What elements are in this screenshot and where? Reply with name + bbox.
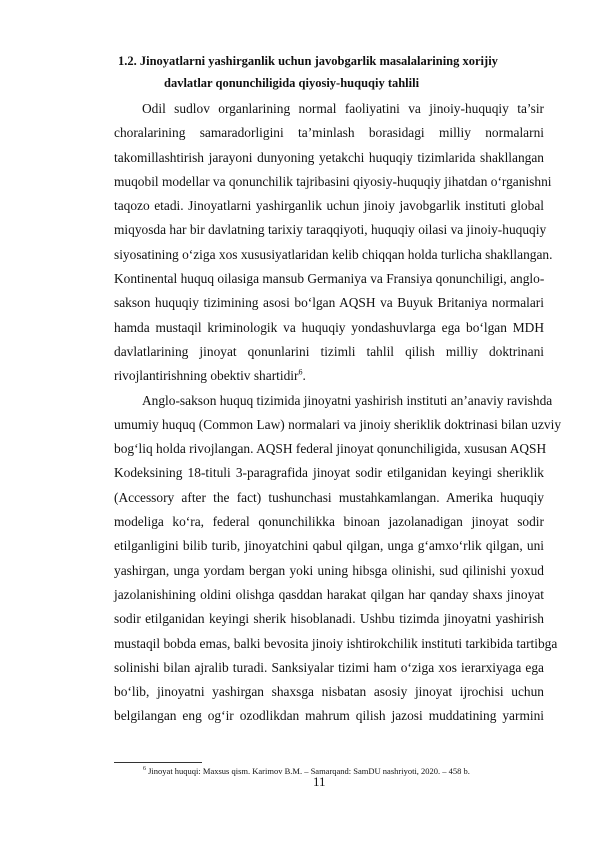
text-line: sodir etilganidan keyingi sherik hisoblanadi. Ushbu tizimda jinoyatni yashirish bbox=[114, 611, 544, 627]
text-line: (Accessory after the fact) tushunchasi mustahkamlangan. Amerika huquqiy bbox=[114, 489, 544, 505]
text-line: takomillashtirish jarayoni dunyoning yetakchi huquqiy tizimlarida shakllangan bbox=[114, 149, 544, 165]
text-line: umumiy huquq (Common Law) normalari va jinoiy sheriklik doktrinasi bilan uzviy bbox=[114, 416, 562, 432]
heading-number: 1.2. bbox=[118, 54, 137, 68]
heading-line-2: davlatlar qonunchiligida qiyosiy-huquqiy tahlili bbox=[164, 76, 420, 90]
text-line-last bbox=[114, 364, 544, 388]
footnote-divider bbox=[114, 762, 202, 763]
text-line: Anglo-sakson huquq tizimida jinoyatni yashirish instituti an’anaviy ravishda bbox=[142, 392, 553, 408]
footnote bbox=[143, 766, 470, 776]
text-line: jazolanishining oldini olishga qasddan harakat qilgan har qanday shaxs jinoyat bbox=[114, 586, 544, 602]
text-line: solinishi bilan ajralib turadi. Sanksiyalar tizimi ham o‘ziga xos ierarxiyaga ega bbox=[114, 659, 544, 675]
text-line: etilganligini bilib turib, jinoyatchini qabul qilgan, unga g‘amxo‘rlik qilgan, uni bbox=[114, 538, 544, 554]
footnote-number: 6 bbox=[143, 766, 146, 773]
section-heading bbox=[112, 50, 542, 94]
paragraph-1 bbox=[114, 97, 553, 389]
text-line: bog‘liq holda rivojlangan. AQSH federal jinoyat qonunchiligida, xususan AQSH bbox=[114, 441, 547, 457]
last-line-end: . bbox=[302, 368, 306, 384]
body-text bbox=[114, 97, 562, 729]
footnote-reference[interactable]: 6 bbox=[298, 367, 303, 377]
paragraph-2 bbox=[114, 389, 562, 729]
text-line: muqobil modellar va qonunchilik tajribasini qiyosiy-huquqiy jihatdan o‘rganishni bbox=[114, 173, 552, 189]
heading-line-1 bbox=[112, 50, 542, 72]
heading-line-1-text: Jinoyatlarni yashirganlik uchun javobgarlik masalalarining xorijiy bbox=[139, 54, 498, 68]
text-line: hamda mustaqil kriminologik va huquqiy yondashuvlarga ega bo‘lgan MDH bbox=[114, 319, 544, 335]
text-line: miqyosda har bir davlatning tarixiy taraqqiyoti, huquqiy oilasi va jinoiy-huquqiy bbox=[114, 222, 547, 238]
last-line-text: rivojlantirishning obektiv shartidir bbox=[114, 368, 299, 384]
text-line: siyosatining o‘ziga xos xususiyatlaridan kelib chiqqan holda turlicha shakllangan. bbox=[114, 246, 553, 262]
text-line: yashirgan, unga yordam bergan yoki uning hibsga olinishi, sud qilinishi yoxud bbox=[114, 562, 544, 578]
text-line: belgilangan eng og‘ir ozodlikdan mahrum qilish jazosi muddatining yarmini bbox=[114, 708, 544, 724]
page-number: 11 bbox=[313, 774, 326, 789]
footnote-text: Jinoyat huquqi: Maxsus qism. Karimov B.M. – Samarqand: SamDU nashriyoti, 2020. – 458 b. bbox=[148, 766, 470, 776]
text-line: mustaqil bobda emas, balki bevosita jinoiy ishtirokchilik instituti tarkibida tartibga bbox=[114, 635, 558, 651]
text-line: Kodeksining 18-tituli 3-paragrafida jinoyat sodir etilganidan keyingi sheriklik bbox=[114, 465, 544, 481]
text-line: choralarining samaradorligini ta’minlash borasidagi milliy normalarni bbox=[114, 125, 544, 141]
text-line: modeliga ko‘ra, federal qonunchilikka binoan jazolanadigan jinoyat sodir bbox=[114, 514, 544, 530]
text-line: bo‘lib, jinoyatni yashirgan shaxsga nisbatan asosiy jinoyat ijrochisi uchun bbox=[114, 684, 544, 700]
text-line: Odil sudlov organlarining normal faoliyatini va jinoiy-huquqiy ta’sir bbox=[142, 101, 544, 116]
text-line: sakson huquqiy tizimining asosi bo‘lgan AQSH va Buyuk Britaniya normalari bbox=[114, 295, 544, 311]
text-line: Kontinental huquq oilasiga mansub Germaniya va Fransiya qonunchiligi, anglo- bbox=[114, 271, 545, 287]
text-line: taqozo etadi. Jinoyatlarni yashirganlik uchun jinoiy javobgarlik instituti global bbox=[114, 198, 544, 214]
text-line: davlatlarining jinoyat qonunlarini tizimli tahlil qilish milliy doktrinani bbox=[114, 343, 544, 359]
